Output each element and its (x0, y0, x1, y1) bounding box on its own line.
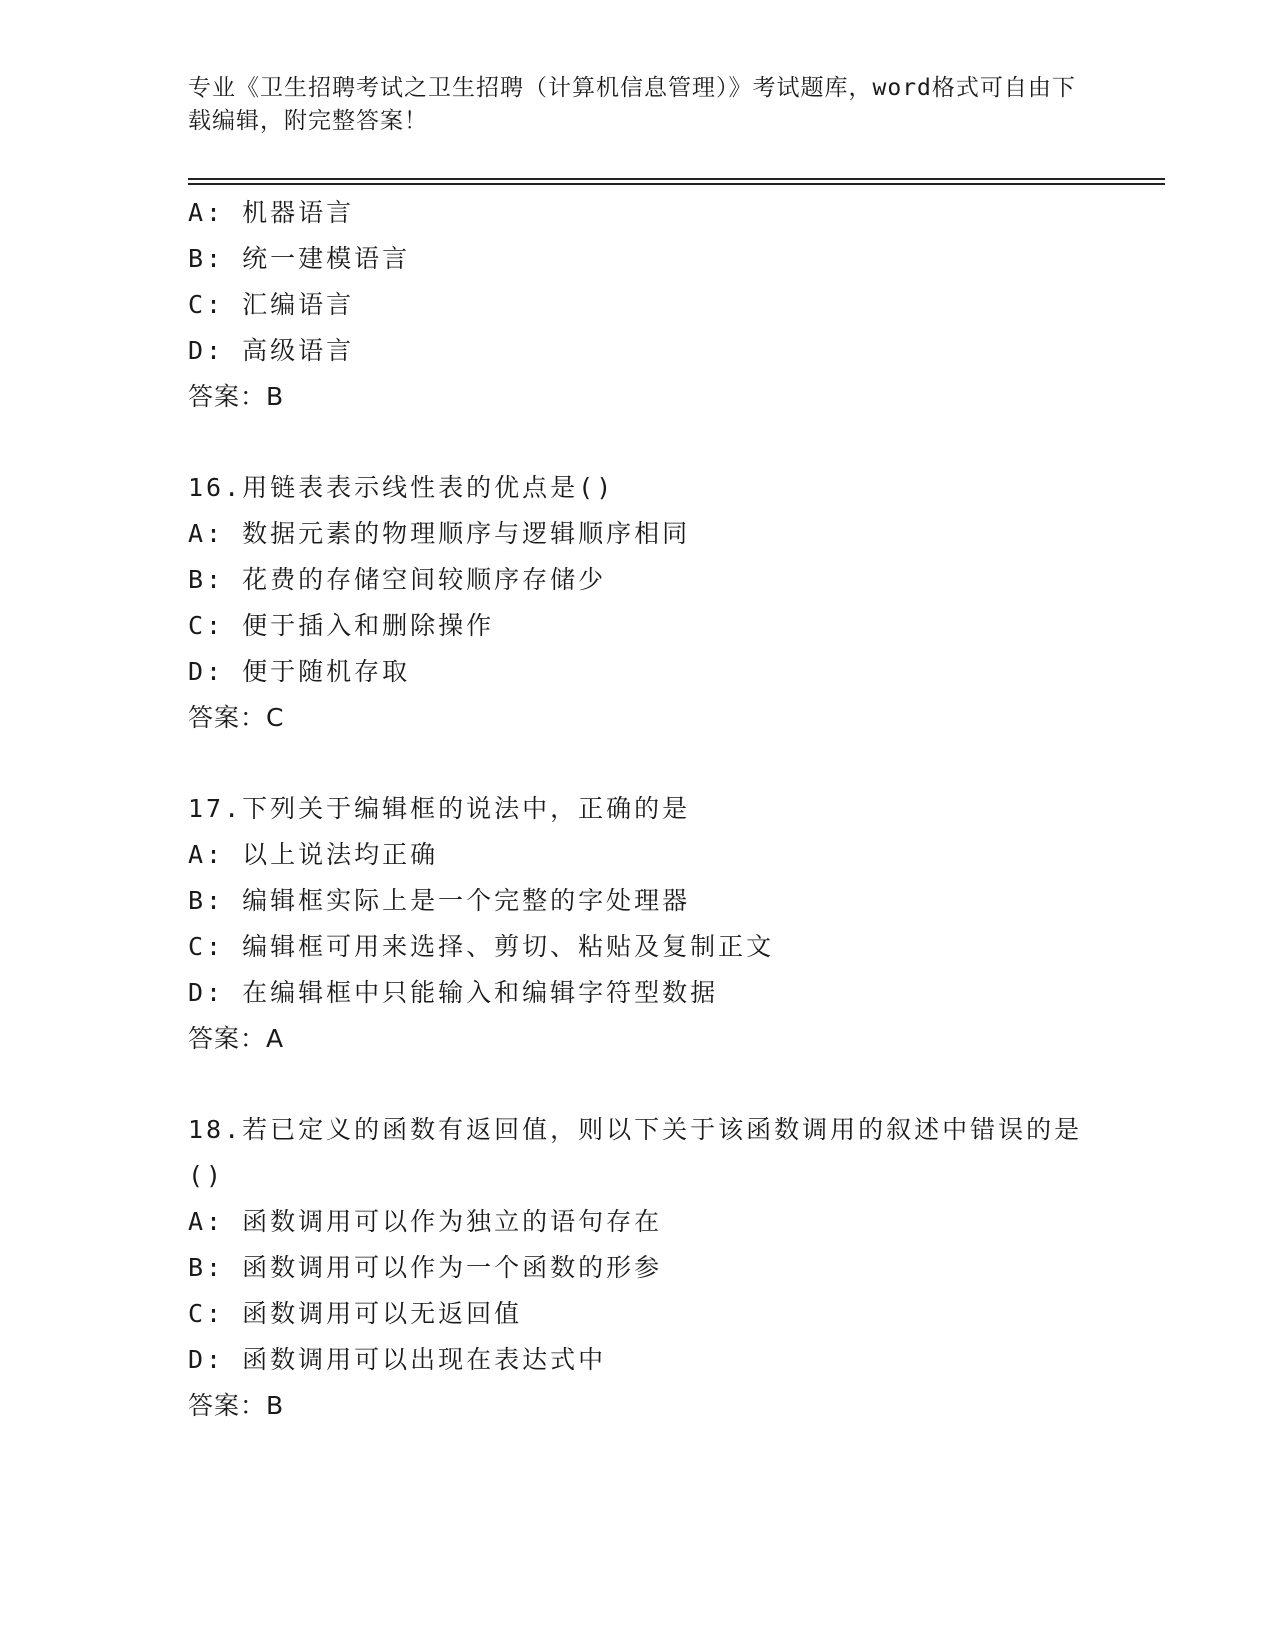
option-b: B: 统一建模语言 (188, 244, 411, 273)
option-c: C: 便于插入和删除操作 (188, 611, 495, 640)
header-divider-top (188, 178, 1165, 180)
question-list (188, 190, 1088, 1429)
document-header: 专业《卫生招聘考试之卫生招聘（计算机信息管理）》考试题库，word格式可自由下载编辑，附完整答案！ (188, 75, 1076, 134)
option-d: D: 函数调用可以出现在表达式中 (188, 1345, 607, 1374)
question-16 (188, 465, 1088, 741)
question-17 (188, 786, 1088, 1062)
option-c: C: 编辑框可用来选择、剪切、粘贴及复制正文 (188, 932, 775, 961)
spacer (188, 1062, 1088, 1107)
answer-line: 答案：B (188, 1391, 285, 1420)
option-c: C: 函数调用可以无返回值 (188, 1299, 523, 1328)
option-d: D: 便于随机存取 (188, 657, 411, 686)
option-c: C: 汇编语言 (188, 290, 355, 319)
option-a: A: 以上说法均正确 (188, 840, 439, 869)
option-a: A: 机器语言 (188, 198, 355, 227)
option-d: D: 高级语言 (188, 336, 355, 365)
option-b: B: 编辑框实际上是一个完整的字处理器 (188, 886, 691, 915)
question-18 (188, 1107, 1088, 1429)
header-divider-bottom (188, 183, 1165, 185)
question-continued (188, 190, 1088, 420)
spacer (188, 420, 1088, 465)
option-b: B: 花费的存储空间较顺序存储少 (188, 565, 607, 594)
question-stem: 18.若已定义的函数有返回值，则以下关于该函数调用的叙述中错误的是() (188, 1115, 1083, 1190)
answer-line: 答案：B (188, 382, 285, 411)
option-b: B: 函数调用可以作为一个函数的形参 (188, 1253, 663, 1282)
question-stem: 16.用链表表示线性表的优点是() (188, 473, 615, 502)
option-a: A: 数据元素的物理顺序与逻辑顺序相同 (188, 519, 691, 548)
spacer (188, 741, 1088, 786)
answer-line: 答案：C (188, 703, 285, 732)
option-a: A: 函数调用可以作为独立的语句存在 (188, 1207, 663, 1236)
question-stem: 17.下列关于编辑框的说法中，正确的是 (188, 794, 691, 823)
option-d: D: 在编辑框中只能输入和编辑字符型数据 (188, 978, 719, 1007)
answer-line: 答案：A (188, 1024, 285, 1053)
